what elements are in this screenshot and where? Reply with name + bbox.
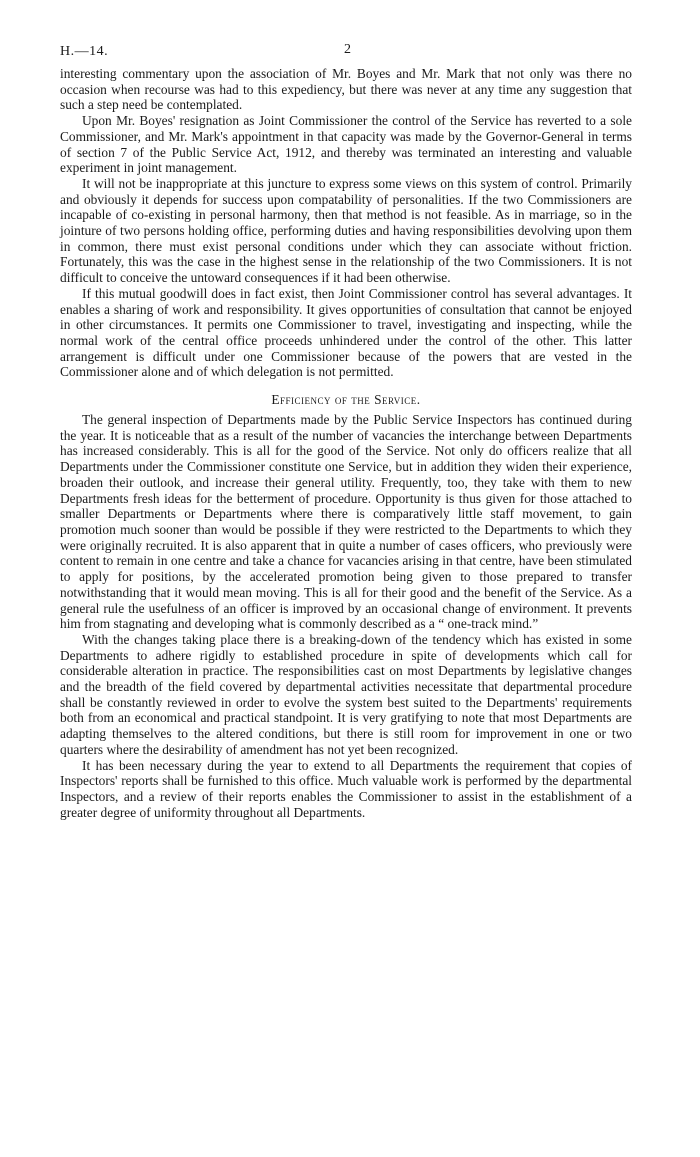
paragraph: Upon Mr. Boyes' resignation as Joint Commissioner the control of the Service has reverted to a sole Commissioner, and Mr. Mark's appointment in that capacity was made by the Governor-General in terms of section 7 of the Public Service Act, 1912, and thereby was terminated an interesting and valuable experiment in joint management.: [60, 113, 632, 176]
page-header: [60, 42, 632, 66]
paragraph: The general inspection of Departments made by the Public Service Inspectors has continued during the year. It is noticeable that as a result of the number of vacancies the interchange between Departments has increased considerably. This is all for the good of the Service. Not only do officers realize that all Departments under the Commissioner constitute one Service, but in addition they widen their experience, broaden their outlook, and increase their general utility. Frequently, too, they take with them to new Departments fresh ideas for the betterment of procedure. Opportunity is thus given for those attached to smaller Departments or Departments where there is comparatively little staff movement, to gain promotion much sooner than would be possible if they were restricted to the Departments to which they were originally recruited. It is also apparent that in quite a number of cases officers, who previously were content to remain in one centre and take a chance for vacancies arising in that centre, have been stimulated to apply for positions, by the accelerated promotion being given to those prepared to transfer notwithstanding that it would mean moving. This is all for their good and the benefit of the Service. As a general rule the usefulness of an officer is improved by an occasional change of environment. It prevents him from stagnating and developing what is commonly described as a “ one-track mind.”: [60, 412, 632, 632]
section-joint-control: [60, 66, 632, 380]
paragraph: interesting commentary upon the association of Mr. Boyes and Mr. Mark that not only was there no occasion when recourse was had to this expediency, but there was never at any time any suggestion that such a step need be contemplated.: [60, 66, 632, 113]
paragraph: With the changes taking place there is a breaking-down of the tendency which has existed in some Departments to adhere rigidly to established procedure in spite of developments which call for considerable alteration in practice. The responsibilities cast on most Departments by legislative changes and the breadth of the field covered by departmental activities necessitate that departmental procedure shall be constantly reviewed in order to evolve the system best suited to the Departments' requirements both from an economical and practical standpoint. It is very gratifying to note that most Departments are adapting themselves to the altered conditions, but there is still room for improvement in one or two quarters where the desirability of amendment has not yet been recognized.: [60, 631, 632, 757]
section-heading: Efficiency of the Service.: [271, 392, 421, 408]
document-page: [60, 42, 632, 820]
document-reference: H.—14.: [60, 44, 109, 59]
paragraph: It has been necessary during the year to extend to all Departments the requirement that copies of Inspectors' reports shall be furnished to this office. Much valuable work is performed by the departmental Inspectors, and a review of their reports enables the Commissioner to assist in the establishment of a greater degree of uniformity throughout all Departments.: [60, 757, 632, 820]
section-efficiency: [60, 412, 632, 820]
page-number: 2: [344, 42, 351, 57]
paragraph: It will not be inappropriate at this juncture to express some views on this system of control. Primarily and obviously it depends for success upon compatability of personalities. If the two Commissioners are incapable of co-existing in personal harmony, then that method is not feasible. As in marriage, so in the jointure of two persons holding office, performing duties and having responsibilities devolving upon them in common, there must exist personal conditions under which they can associate without friction. Fortunately, this was the case in the highest sense in the relationship of the two Commissioners. It is not difficult to conceive the untoward consequences if it had been otherwise.: [60, 175, 632, 286]
paragraph: If this mutual goodwill does in fact exist, then Joint Commissioner control has several advantages. It enables a sharing of work and responsibility. It gives opportunities of consultation that cannot be enjoyed in other circumstances. It permits one Commissioner to travel, investigating and inspecting, while the normal work of the central office proceeds unhindered under the control of the other. This latter arrangement is difficult under one Commissioner because of the powers that are vested in the Commissioner alone and of which delegation is not permitted.: [60, 285, 632, 380]
